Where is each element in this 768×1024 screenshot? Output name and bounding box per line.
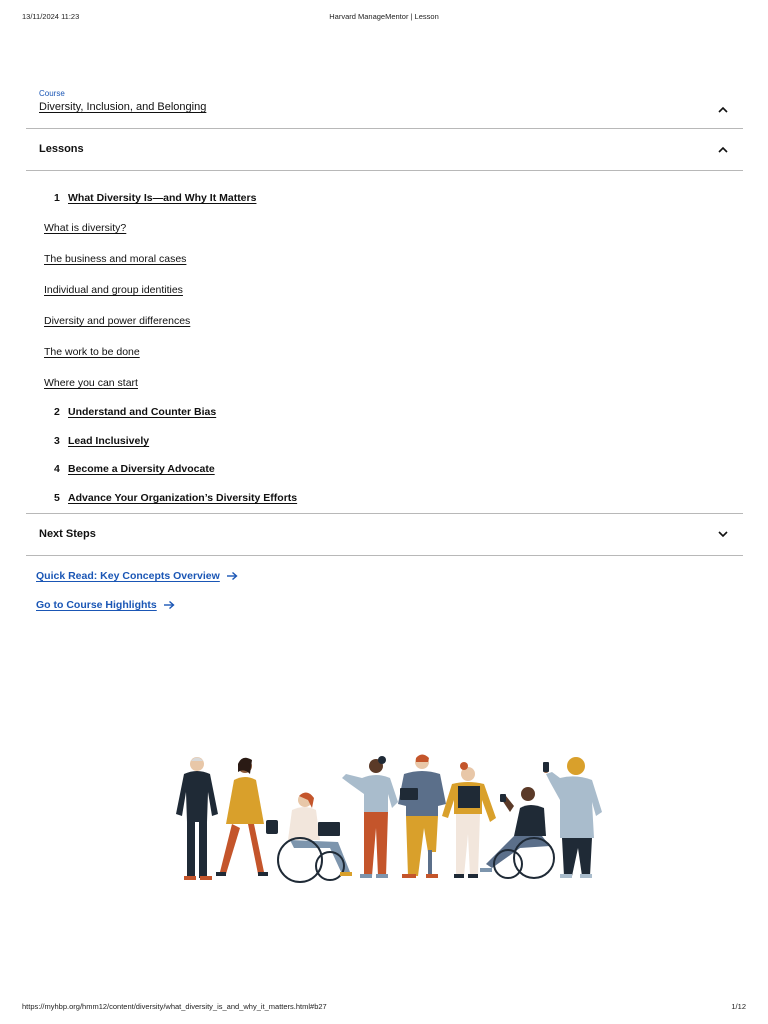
next-steps-label: Next Steps xyxy=(39,528,96,540)
lesson-number: 1 xyxy=(54,192,60,204)
lesson-number: 3 xyxy=(54,435,60,447)
sublesson-title: The work to be done xyxy=(44,346,140,358)
print-footer xyxy=(0,1002,768,1014)
person-figure xyxy=(176,757,218,880)
lesson-title: Understand and Counter Bias xyxy=(68,406,217,418)
lessons-label: Lessons xyxy=(39,143,84,155)
lesson-number: 2 xyxy=(54,406,60,418)
sublesson-item[interactable] xyxy=(44,315,190,327)
quick-read-label: Quick Read: Key Concepts Overview xyxy=(36,570,220,582)
lesson-item-2[interactable] xyxy=(54,406,216,418)
course-header xyxy=(26,80,743,129)
arrow-right-icon xyxy=(226,571,238,581)
person-figure xyxy=(216,758,278,876)
print-header xyxy=(0,12,768,24)
person-figure xyxy=(543,757,602,878)
course-navigation xyxy=(26,80,743,556)
print-timestamp: 13/11/2024 11:23 xyxy=(22,12,80,21)
person-figure xyxy=(442,762,496,878)
lesson-item-5[interactable] xyxy=(54,492,297,504)
sublesson-title: What is diversity? xyxy=(44,222,127,234)
chevron-up-icon[interactable] xyxy=(717,143,729,155)
lesson-title: Lead Inclusively xyxy=(68,435,150,447)
lessons-header[interactable] xyxy=(26,129,743,171)
course-highlights-link[interactable] xyxy=(36,599,175,611)
sublesson-item[interactable] xyxy=(44,346,140,358)
lesson-item-4[interactable] xyxy=(54,463,215,475)
sublesson-item[interactable] xyxy=(44,222,126,234)
lesson-title: Advance Your Organization’s Diversity Efforts xyxy=(68,492,298,504)
course-eyebrow: Course xyxy=(39,89,65,98)
sublesson-title: Individual and group identities xyxy=(44,284,183,296)
sublesson-item[interactable] xyxy=(44,377,138,389)
lesson-title: What Diversity Is—and Why It Matters xyxy=(68,192,257,204)
print-url: https://myhbp.org/hmm12/content/diversity/what_diversity_is_and_why_it_matters.html#b27 xyxy=(22,1002,327,1011)
sublesson-item[interactable] xyxy=(44,253,186,265)
print-page-title: Harvard ManageMentor | Lesson xyxy=(329,12,439,21)
lesson-number: 4 xyxy=(54,463,60,475)
chevron-down-icon[interactable] xyxy=(717,528,729,540)
person-figure xyxy=(398,755,446,879)
chevron-up-icon[interactable] xyxy=(717,103,729,115)
course-highlights-label: Go to Course Highlights xyxy=(36,599,157,611)
diverse-group-illustration xyxy=(162,752,606,886)
lesson-title: Become a Diversity Advocate xyxy=(68,463,215,475)
lesson-item-3[interactable] xyxy=(54,435,149,447)
sublesson-title: Diversity and power differences xyxy=(44,315,191,327)
sublesson-title: The business and moral cases xyxy=(44,253,187,265)
lesson-item-1[interactable] xyxy=(54,192,256,204)
course-title-link[interactable]: Diversity, Inclusion, and Belonging xyxy=(39,101,207,113)
next-steps-header[interactable] xyxy=(26,514,743,556)
person-figure xyxy=(480,787,554,878)
arrow-right-icon xyxy=(163,600,175,610)
lessons-list xyxy=(26,171,743,514)
person-figure xyxy=(278,792,352,882)
quick-read-link[interactable] xyxy=(36,570,238,582)
person-figure xyxy=(342,756,398,878)
lesson-number: 5 xyxy=(54,492,60,504)
print-page-number: 1/12 xyxy=(731,1002,746,1011)
sublesson-title: Where you can start xyxy=(44,377,138,389)
sublesson-item[interactable] xyxy=(44,284,183,296)
